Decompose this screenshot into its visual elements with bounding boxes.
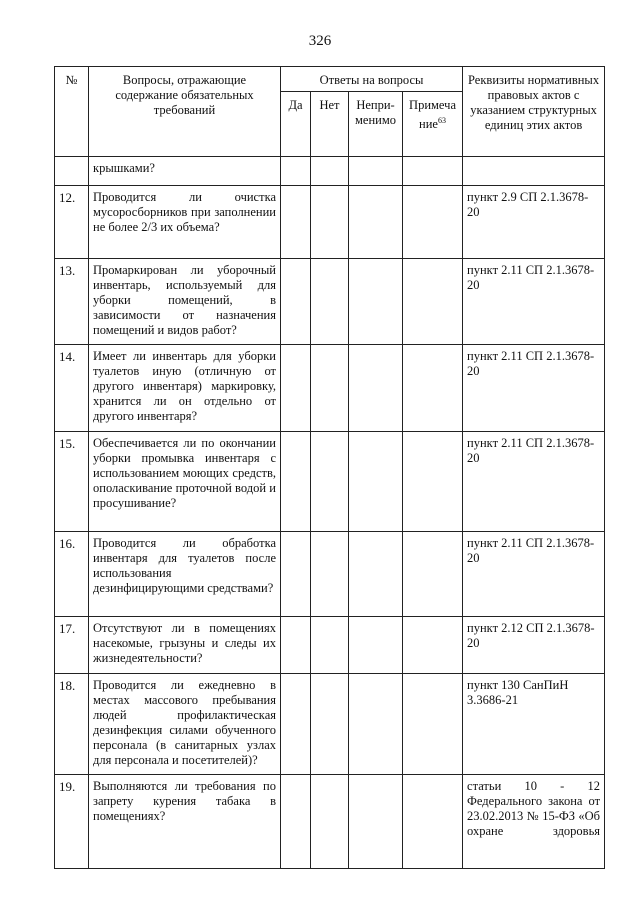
- row-requisites: пункт 2.9 СП 2.1.3678-20: [463, 186, 605, 259]
- row-question: [89, 259, 281, 345]
- cell-note[interactable]: [403, 674, 463, 775]
- cell-yes[interactable]: [281, 186, 311, 259]
- row-question: [89, 532, 281, 617]
- cell-note[interactable]: [403, 617, 463, 674]
- row-number: 18.: [55, 674, 89, 775]
- cell-note[interactable]: [403, 157, 463, 186]
- row-requisites: пункт 130 СанПиН 3.3686-21: [463, 674, 605, 775]
- row-requisites: [463, 157, 605, 186]
- row-number: 17.: [55, 617, 89, 674]
- row-question-text: Отсутствуют ли в помещениях насекомые, грызуны и следы их жизнедеятельности?: [93, 621, 276, 665]
- cell-note[interactable]: [403, 432, 463, 532]
- header-row: [55, 67, 605, 92]
- row-question: [89, 432, 281, 532]
- cell-yes[interactable]: [281, 532, 311, 617]
- cell-note[interactable]: [403, 345, 463, 432]
- cell-yes[interactable]: [281, 157, 311, 186]
- cell-yes[interactable]: [281, 617, 311, 674]
- row-question-text: Проводится ли обработка инвентаря для туалетов после использования дезинфицирующими средствами?: [93, 536, 276, 595]
- cell-no[interactable]: [311, 775, 349, 869]
- row-requisites-text: статьи 10 - 12 Федерального закона от 23.02.2013 № 15-ФЗ «Об охране здоровья: [467, 779, 601, 838]
- cell-note[interactable]: [403, 775, 463, 869]
- row-question-text: Промаркирован ли уборочный инвентарь, используемый для уборки помещений, в зависимости от назначения помещений и видов работ?: [93, 263, 276, 337]
- cell-note[interactable]: [403, 259, 463, 345]
- table-row: [55, 259, 605, 345]
- cell-yes[interactable]: [281, 259, 311, 345]
- row-number: 19.: [55, 775, 89, 869]
- cell-no[interactable]: [311, 674, 349, 775]
- row-question: [89, 345, 281, 432]
- cell-na[interactable]: [349, 186, 403, 259]
- row-number: 13.: [55, 259, 89, 345]
- row-question-text: крышками?: [93, 161, 155, 175]
- header-num: №: [55, 67, 89, 157]
- cell-no[interactable]: [311, 157, 349, 186]
- row-number: [55, 157, 89, 186]
- table-row: [55, 775, 605, 869]
- header-yes: Да: [281, 92, 311, 157]
- cell-na[interactable]: [349, 532, 403, 617]
- header-no: Нет: [311, 92, 349, 157]
- header-note-text: Примеча ние: [409, 98, 456, 132]
- cell-no[interactable]: [311, 532, 349, 617]
- header-requisites: Реквизиты нормативных правовых актов с указанием структурных единиц этих актов: [463, 67, 605, 157]
- row-question-text: Проводится ли очистка мусоросборников при заполнении не более 2/3 их объема?: [93, 190, 276, 234]
- table-row: [55, 345, 605, 432]
- cell-no[interactable]: [311, 345, 349, 432]
- table-row: [55, 532, 605, 617]
- table-row: [55, 432, 605, 532]
- cell-yes[interactable]: [281, 775, 311, 869]
- cell-na[interactable]: [349, 617, 403, 674]
- row-question-text: Обеспечивается ли по окончании уборки промывка инвентаря с использованием моющих средств, ополаскивание проточной водой и просушивание?: [93, 436, 276, 510]
- header-note: [403, 92, 463, 157]
- row-requisites: пункт 2.11 СП 2.1.3678-20: [463, 259, 605, 345]
- row-question: [89, 617, 281, 674]
- row-question: [89, 674, 281, 775]
- cell-na[interactable]: [349, 775, 403, 869]
- row-number: 15.: [55, 432, 89, 532]
- row-requisites: пункт 2.11 СП 2.1.3678-20: [463, 532, 605, 617]
- cell-note[interactable]: [403, 186, 463, 259]
- cell-yes[interactable]: [281, 345, 311, 432]
- row-requisites: пункт 2.11 СП 2.1.3678-20: [463, 345, 605, 432]
- table-row: [55, 186, 605, 259]
- header-note-sup: 63: [437, 116, 446, 125]
- cell-note[interactable]: [403, 532, 463, 617]
- cell-no[interactable]: [311, 259, 349, 345]
- table-row: [55, 674, 605, 775]
- row-question-text: Проводится ли ежедневно в местах массового пребывания людей профилактическая дезинфекция силами обученного персонала (в санитарных узлах для персонала и посетителей)?: [93, 678, 276, 767]
- cell-yes[interactable]: [281, 432, 311, 532]
- row-number: 16.: [55, 532, 89, 617]
- cell-na[interactable]: [349, 345, 403, 432]
- cell-na[interactable]: [349, 432, 403, 532]
- cell-no[interactable]: [311, 186, 349, 259]
- row-requisites: [463, 775, 605, 869]
- row-question-text: Выполняются ли требования по запрету курения табака в помещениях?: [93, 779, 276, 823]
- row-question-text: Имеет ли инвентарь для уборки туалетов иную (отличную от другого инвентаря) маркировку, хранится ли он отдельно от другого инвентаря?: [93, 349, 276, 423]
- row-number: 12.: [55, 186, 89, 259]
- table-row: [55, 617, 605, 674]
- page-number: 326: [308, 33, 332, 49]
- cell-yes[interactable]: [281, 674, 311, 775]
- cell-na[interactable]: [349, 157, 403, 186]
- row-question: [89, 186, 281, 259]
- cell-na[interactable]: [349, 259, 403, 345]
- row-question: [89, 775, 281, 869]
- row-requisites: пункт 2.11 СП 2.1.3678-20: [463, 432, 605, 532]
- table-row: [55, 157, 605, 186]
- cell-na[interactable]: [349, 674, 403, 775]
- header-na: Непри-менимо: [349, 92, 403, 157]
- cell-no[interactable]: [311, 432, 349, 532]
- row-requisites: пункт 2.12 СП 2.1.3678-20: [463, 617, 605, 674]
- row-question: [89, 157, 281, 186]
- header-questions: Вопросы, отражающие содержание обязательных требований: [89, 67, 281, 157]
- header-answers: Ответы на вопросы: [281, 67, 463, 92]
- cell-no[interactable]: [311, 617, 349, 674]
- checklist-table: [54, 66, 605, 869]
- row-number: 14.: [55, 345, 89, 432]
